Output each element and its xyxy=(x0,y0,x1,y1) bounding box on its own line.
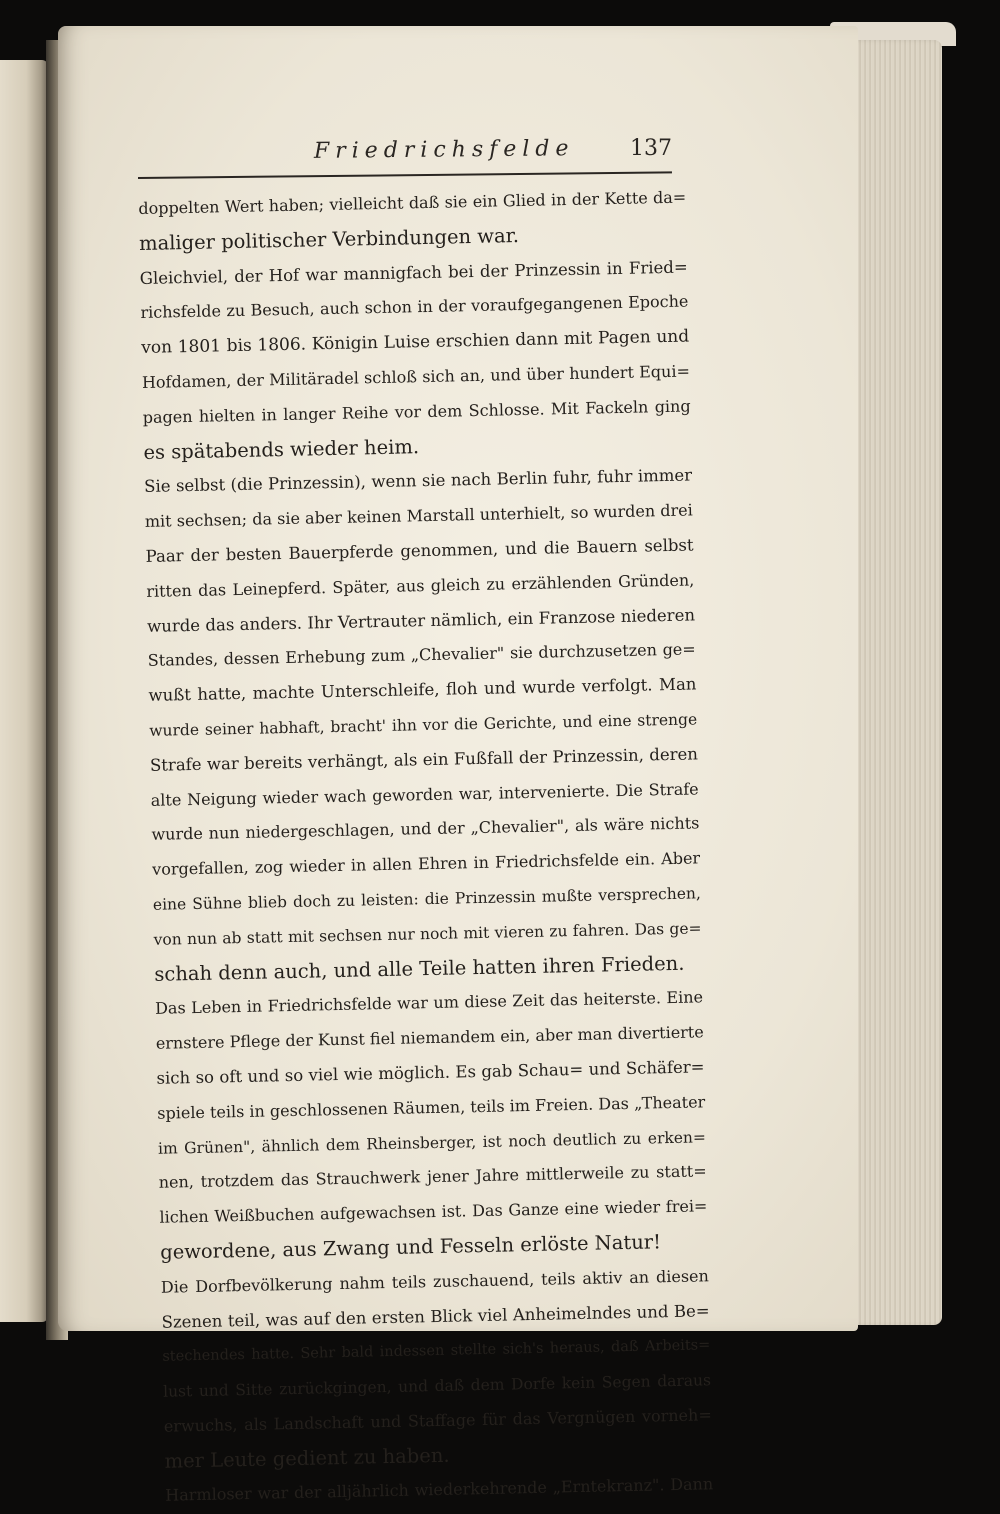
text-line: Das Leben in Friedrichsfelde war um diese Zeit das heiterste. Eine xyxy=(154,987,704,1019)
running-head: Friedrichsfelde xyxy=(313,136,575,164)
text-line: von 1801 bis 1806. Königin Luise erschien dann mit Pagen und xyxy=(141,326,690,359)
text-line: nen, trotzdem das Strauchwerk jener Jahre mittlerweile zu statt= xyxy=(158,1161,707,1193)
text-line: es spätabends wieder heim. xyxy=(143,434,420,464)
text-line: alte Neigung wieder wach geworden war, intervenierte. Die Strafe xyxy=(150,778,699,810)
text-line: mer Leute gedient zu haben. xyxy=(164,1443,450,1473)
text-line: Die Dorfbevölkerung nahm teils zuschauend, teils aktiv an diesen xyxy=(160,1265,710,1297)
text-line: spiele teils in geschlossenen Räumen, teils im Freien. Das „Theater xyxy=(157,1092,706,1123)
text-line: lust und Sitte zurückgingen, und daß dem Dorfe kein Segen daraus xyxy=(162,1371,712,1401)
text-line: Sie selbst (die Prinzessin), wenn sie nach Berlin fuhr, fuhr immer xyxy=(143,465,693,497)
text-line: im Grünen", ähnlich dem Rheinsberger, ist noch deutlich zu erken= xyxy=(157,1127,707,1158)
text-line: wurde nun niedergeschlagen, und der „Chevalier", als wäre nichts xyxy=(151,813,700,845)
page-number: 137 xyxy=(630,136,672,161)
text-line: schah denn auch, und alle Teile hatten ihren Frieden. xyxy=(154,951,685,986)
text-line: sich so oft und so viel wie möglich. Es gab Schau= und Schäfer= xyxy=(156,1057,705,1088)
text-line: stechendes hatte. Sehr bald indessen stellte sich's heraus, daß Arbeits= xyxy=(162,1337,711,1366)
text-line: richsfelde zu Besuch, auch schon in der voraufgegangenen Epoche xyxy=(140,291,689,323)
text-line: Paar der besten Bauerpferde genommen, und die Bauern selbst xyxy=(145,535,694,566)
text-line: pagen hielten in langer Reihe vor dem Schlosse. Mit Fackeln ging xyxy=(142,396,691,427)
text-line: Gleichviel, der Hof war mannigfach bei der Prinzessin in Fried= xyxy=(139,257,688,288)
text-line: maliger politischer Verbindungen war. xyxy=(138,223,520,255)
body-text xyxy=(138,181,714,1506)
text-line: ernstere Pflege der Kunst fiel niemandem ein, aber man divertierte xyxy=(155,1022,704,1053)
text-line: gewordene, aus Zwang und Fesseln erlöste Natur! xyxy=(159,1230,662,1264)
text-line: mit sechsen; da sie aber keinen Marstall unterhielt, so wurden drei xyxy=(144,500,693,532)
text-line: vorgefallen, zog wieder in allen Ehren in Friedrichsfelde ein. Aber xyxy=(151,848,701,879)
text-line: wurde das anders. Ihr Vertrauter nämlich, ein Franzose niederen xyxy=(146,604,696,636)
text-line: Szenen teil, was auf den ersten Blick viel Anheimelndes und Be= xyxy=(161,1300,710,1332)
text-line: wußt hatte, machte Unterschleife, floh und wurde verfolgt. Man xyxy=(148,674,697,706)
text-line: lichen Weißbuchen aufgewachsen ist. Das Ganze eine wieder frei= xyxy=(159,1196,708,1227)
text-line: Strafe war bereits verhängt, als ein Fußfall der Prinzessin, deren xyxy=(149,744,699,775)
text-line: von nun ab statt mit sechsen nur noch mit vieren zu fahren. Das ge= xyxy=(153,919,702,949)
text-line: eine Sühne blieb doch zu leisten: die Prinzessin mußte versprechen, xyxy=(152,884,701,914)
text-line: Standes, dessen Erhebung zum „Chevalier" sie durchzusetzen ge= xyxy=(147,639,696,671)
text-line: erwuchs, als Landschaft und Staffage für das Vergnügen vorneh= xyxy=(163,1405,712,1436)
text-line: doppelten Wert haben; vielleicht daß sie ein Glied in der Kette da= xyxy=(138,187,687,218)
text-line: Hofdamen, der Militäradel schloß sich an, und über hundert Equi= xyxy=(141,361,691,392)
facing-page-edge xyxy=(0,60,48,1322)
text-line: wurde seiner habhaft, bracht' ihn vor die Gerichte, und eine strenge xyxy=(149,710,698,740)
text-line: ritten das Leinepferd. Später, aus gleich zu erzählenden Gründen, xyxy=(146,570,695,601)
text-line: Harmloser war der alljährlich wiederkehrende „Erntekranz". Dann xyxy=(165,1474,714,1506)
